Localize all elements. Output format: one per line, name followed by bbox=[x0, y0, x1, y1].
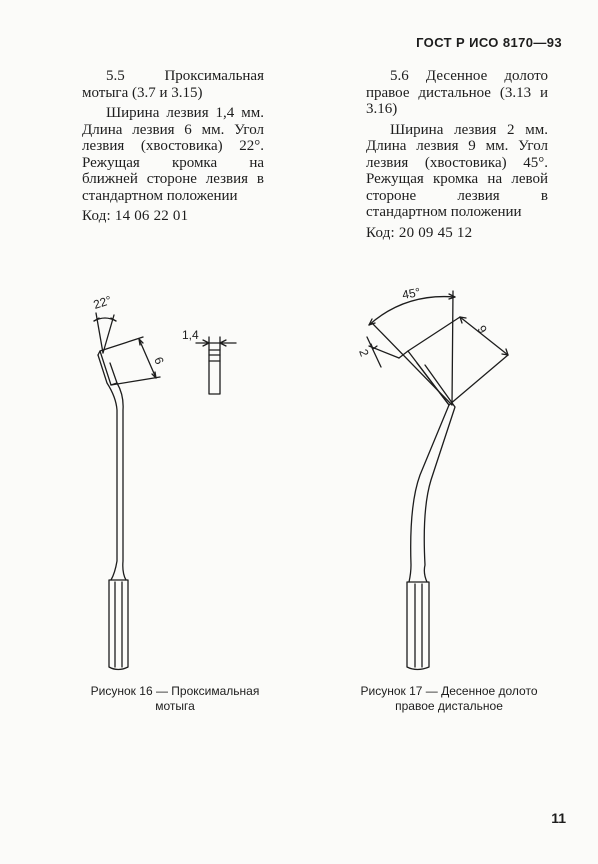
page-number: 11 bbox=[551, 810, 566, 826]
angle-label: 22° bbox=[91, 292, 114, 312]
angle-arc bbox=[369, 297, 455, 325]
length-label: 9 bbox=[474, 322, 490, 337]
angle-ref-line bbox=[452, 291, 453, 405]
length-ext-line bbox=[449, 355, 508, 405]
hoe-blade bbox=[98, 351, 117, 385]
width-label: 1,4 bbox=[182, 328, 199, 342]
width-label: 2 bbox=[356, 347, 372, 359]
angle-ref-line bbox=[372, 323, 452, 405]
section-5-5 bbox=[82, 68, 264, 229]
section-heading: 5.6 Десенное долото правое дистальное (3.13 и 3.16) bbox=[366, 68, 548, 117]
blade-end-view bbox=[209, 350, 220, 394]
length-label: 6 bbox=[151, 354, 167, 367]
chisel-handle bbox=[407, 582, 429, 670]
section-5-6 bbox=[366, 68, 548, 245]
section-heading: 5.5 Проксимальная мотыга (3.7 и 3.15) bbox=[82, 68, 264, 101]
figure-17-caption: Рисунок 17 — Десенное долото правое дистальное bbox=[360, 684, 538, 713]
figure-16-caption: Рисунок 16 — Проксимальная мотыга bbox=[90, 684, 260, 713]
section-code: Код: 14 06 22 01 bbox=[82, 208, 189, 224]
section-description: Ширина лезвия 1,4 мм. Длина лезвия 6 мм. Угол лезвия (хвостовика) 22°. Режущая кромка на ближней стороне лезвия в стандартном положении bbox=[82, 105, 264, 204]
section-code: Код: 20 09 45 12 bbox=[366, 224, 473, 241]
figure-16-proximal-hoe bbox=[74, 275, 284, 680]
chisel-shank bbox=[409, 363, 455, 582]
length-ext-line bbox=[111, 377, 160, 385]
length-dim-line bbox=[460, 317, 508, 355]
hoe-handle bbox=[109, 580, 128, 670]
figure-17-gingival-chisel bbox=[345, 275, 545, 680]
angle-label: 45° bbox=[401, 285, 422, 302]
hoe-shank bbox=[98, 355, 126, 580]
section-description: Ширина лезвия 2 мм. Длина лезвия 9 мм. Угол лезвия (хвостовика) 45°. Режущая кромка на левой стороне лезвия в стандартном положении bbox=[366, 121, 548, 220]
standard-header: ГОСТ Р ИСО 8170—93 bbox=[416, 35, 562, 50]
